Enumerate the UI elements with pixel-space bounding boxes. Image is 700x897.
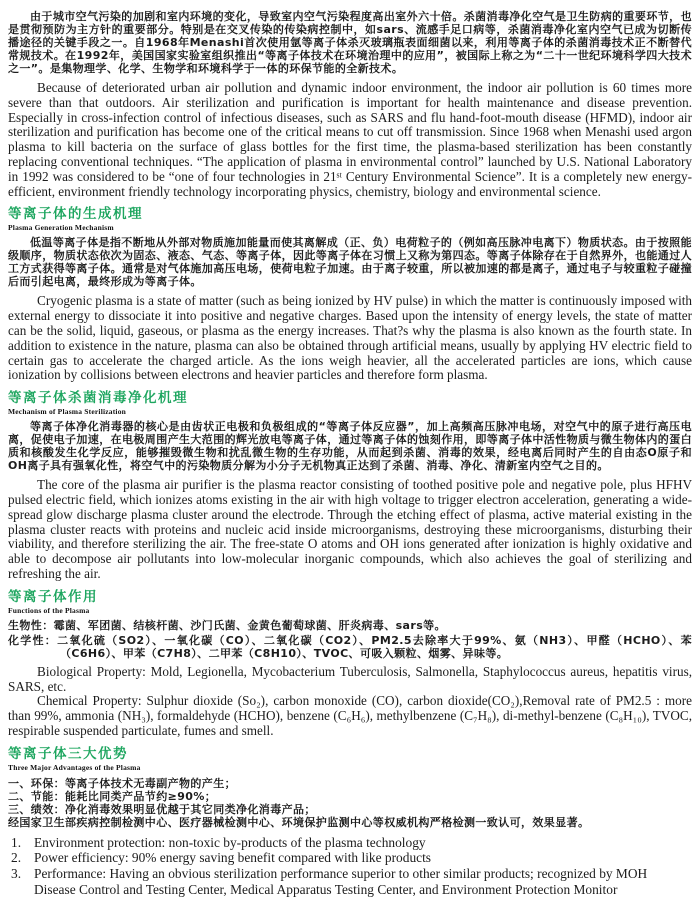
section-subtitle-en: Mechanism of Plasma Sterilization [8,407,127,417]
advantages-note-cn: 经国家卫生部疾病控制检测中心、医疗器械检测中心、环境保护监测中心等权威机构严格检测一致认可，效果显著。 [8,815,590,829]
advantage-item-cn: 二、节能：能耗比同类产品节约≥90%； [8,789,217,803]
section-title-cn: 等离子体的生成机理 [8,206,143,223]
section-header-sterilization [8,391,692,416]
section-header-advantages [8,747,692,772]
advantages-list-cn [8,777,692,829]
advantage-item-en [8,866,692,897]
section-title-cn: 等离子体作用 [8,588,98,605]
intro-paragraph-en: Because of deteriorated urban air pollution and dynamic indoor environment, the indoor air pollution is 60 times more severe than that outdoors. Air sterilization and purification is important for health maintenance and disease prevention. Especially in cross-infection control of infectious diseases, such as SARS and flu hand-foot-mouth disease (HFMD), indoor air sterilization and purification has become one of the critical means to cut off transmission. Since 1968 when Menashi used argon plasma to kill bacteria on the surface of glass bottles for the first time, the plasma-based sterilization has been constantly replacing conventional techniques. “The application of plasma in environmental control” launched by U.S. National Laboratory in 1992 was considered to be “one of four technologies in 21ˢᵗ Century Environmental Science”. It is a completely new energy-efficient, environment friendly technology incorporating physics, chemistry, biology and environmental science. [8,80,692,199]
advantage-item-cn: 三、绩效：净化消毒效果明显优越于其它同类净化消毒产品； [8,802,316,816]
section-subtitle-en: Plasma Generation Mechanism [8,223,114,233]
section-title-cn: 等离子体杀菌消毒净化机理 [8,390,188,407]
list-number: 2. [11,850,22,866]
section-subtitle-en: Functions of the Plasma [8,605,90,615]
section-subtitle-en: Three Major Advantages of the Plasma [8,762,141,772]
section-header-functions [8,590,692,615]
intro-paragraph-cn: 由于城市空气污染的加剧和室内环境的变化，导致室内空气污染程度高出室外六十倍。杀菌消毒净化空气是卫生防病的重要环节，也是贯彻预防为主方针的重要部分。特别是在交叉传染的传染病控制中，如sars、流感手足口病等，杀菌消毒净化室内空气已成为切断传播途径的关键手段之一。自1968年Menashi首次使用氩等离子体杀灭玻璃瓶表面细菌以来，利用等离子体的杀菌消毒技术正不断替代常规技术。在1992年，美国国家实验室组织推出“等离子体技术在环境治理中的应用”，被国际上称之为“二十一世纪环境科学四大技术之一”。是集物理学、化学、生物学和环境科学于一体的环保节能的全新技术。 [8,10,692,75]
advantage-item-en [8,835,692,851]
section-header-generation [8,207,692,232]
advantage-item-cn: 一、环保：等离子体技术无毒副产物的产生； [8,776,236,790]
advantage-item-en [8,850,692,866]
list-number: 1. [11,834,22,850]
list-number: 3. [11,865,22,881]
list-text: Power efficiency: 90% energy saving benefit compared with like products [34,850,432,866]
biological-property-cn: 生物性：霉菌、军团菌、结核杆菌、沙门氏菌、金黄色葡萄球菌、肝炎病毒、sars等。 [8,618,446,632]
sterilization-paragraph-en: The core of the plasma air purifier is the plasma reactor consisting of toothed positive pole and negative pole, plus HFHV pulsed electric field, which ionizes atoms existing in the air with high voltage to trigger electron acceleration, generating a wide-spread glow discharge plasma cluster around the electrode. Through the etching effect of plasma, active material existing in the plasma cluster reacts with proteins and nucleic acid inside microorganisms, destroying these microorganisms, disturbing their viability, and therefore sterilizing the air. The free-state O atoms and OH ions generated after ionization is highly oxidative and able to decompose air pollutants into low-molecular inorganic compounds, which also achieves the goal of sterilizing and refreshing the air. [8,477,692,581]
list-text: Environment protection: non-toxic by-products of the plasma technology [34,834,426,850]
sterilization-paragraph-cn: 等离子体净化消毒器的核心是由齿状正电极和负极组成的“等离子体反应器”，加上高频高压脉冲电场，对空气中的原子进行高压电离，促使电子加速，在电极周围产生大范围的辉光放电等离子体，通过等离子体的蚀刻作用，即等离子体中活性物质与微生物体内的蛋白质和核酸发生化学反应，能够摧毁微生物和扰乱微生物的生存功能，从而起到杀菌、消毒的效果，经电离后同时产生的自由态O原子和OH离子具有强氧化性，将空气中的污染物质分解为小分子无机物真正达到了杀菌、消毒、净化、清新室内空气之目的。 [8,420,692,473]
list-text: Performance: Having an obvious sterilization performance superior to other similar products; recognized by MOH Disease Control and Testing Center, Medical Apparatus Testing Center, and Environment Protection Monitor [34,865,648,897]
generation-paragraph-en: Cryogenic plasma is a state of matter (such as being ionized by HV pulse) in which the matter is continuously imposed with external energy to dissociate it into positive and negative charges. Based upon the intensity of energy levels, the state of matter can be the solid, liquid, gaseous, or plasma as the energy increases. That?s why the plasma is also known as the fourth state. In addition to existence in the nature, plasma can also be obtained through artificial means, usually by applying HV electric field to certain gas to accelerate the charged article. As the ions weigh heavier, all the accelerated particles are ions, which cause ionization by collisions between electrons and heavier particles and therefore form plasma. [8,293,692,383]
chemical-property-en: Chemical Property: Sulphur dioxide (So₂), carbon monoxide (CO), carbon dioxide(CO₂),Removal rate of PM2.5 : more than 99%, ammonia (NH₃), formaldehyde (HCHO), benzene (C₆H₆), methylbenzene (C₇H₈), di-methyl-benzene (C₈H₁₀), TVOC, respirable suspended particulate, fumes and smell. [8,693,692,738]
biological-property-en: Biological Property: Mold, Legionella, Mycobacterium Tuberculosis, Salmonella, Staphylococcus aureus, hepatitis virus, SARS, etc. [8,663,692,694]
advantages-list-en [8,835,692,897]
chemical-property-cn: 化学性：二氧化硫（SO2）、一氧化碳（CO）、二氧化碳（CO2）、PM2.5去除率大于99%、氨（NH3）、甲醛（HCHO）、苯（C6H6）、甲苯（C7H8）、二甲苯（C8H10）、TVOC、可吸入颗粒、烟雾、异味等。 [8,633,692,660]
section-title-cn: 等离子体三大优势 [8,745,128,762]
generation-paragraph-cn: 低温等离子体是指不断地从外部对物质施加能量而使其离解成（正、负）电荷粒子的（例如高压脉冲电离下）物质状态。由于按照能级顺序，物质状态依次为固态、液态、气态、等离子体，因此等离子体在习惯上又称为第四态。等离子体除存在于自然界外，也能通过人工方式获得等离子体。通常是对气体施加高压电场，使荷电粒子加速。由于离子较重，所以被加速的都是离子，通过电子与较重粒子碰撞后而引起电离，最终形成为等离子体。 [8,236,692,289]
